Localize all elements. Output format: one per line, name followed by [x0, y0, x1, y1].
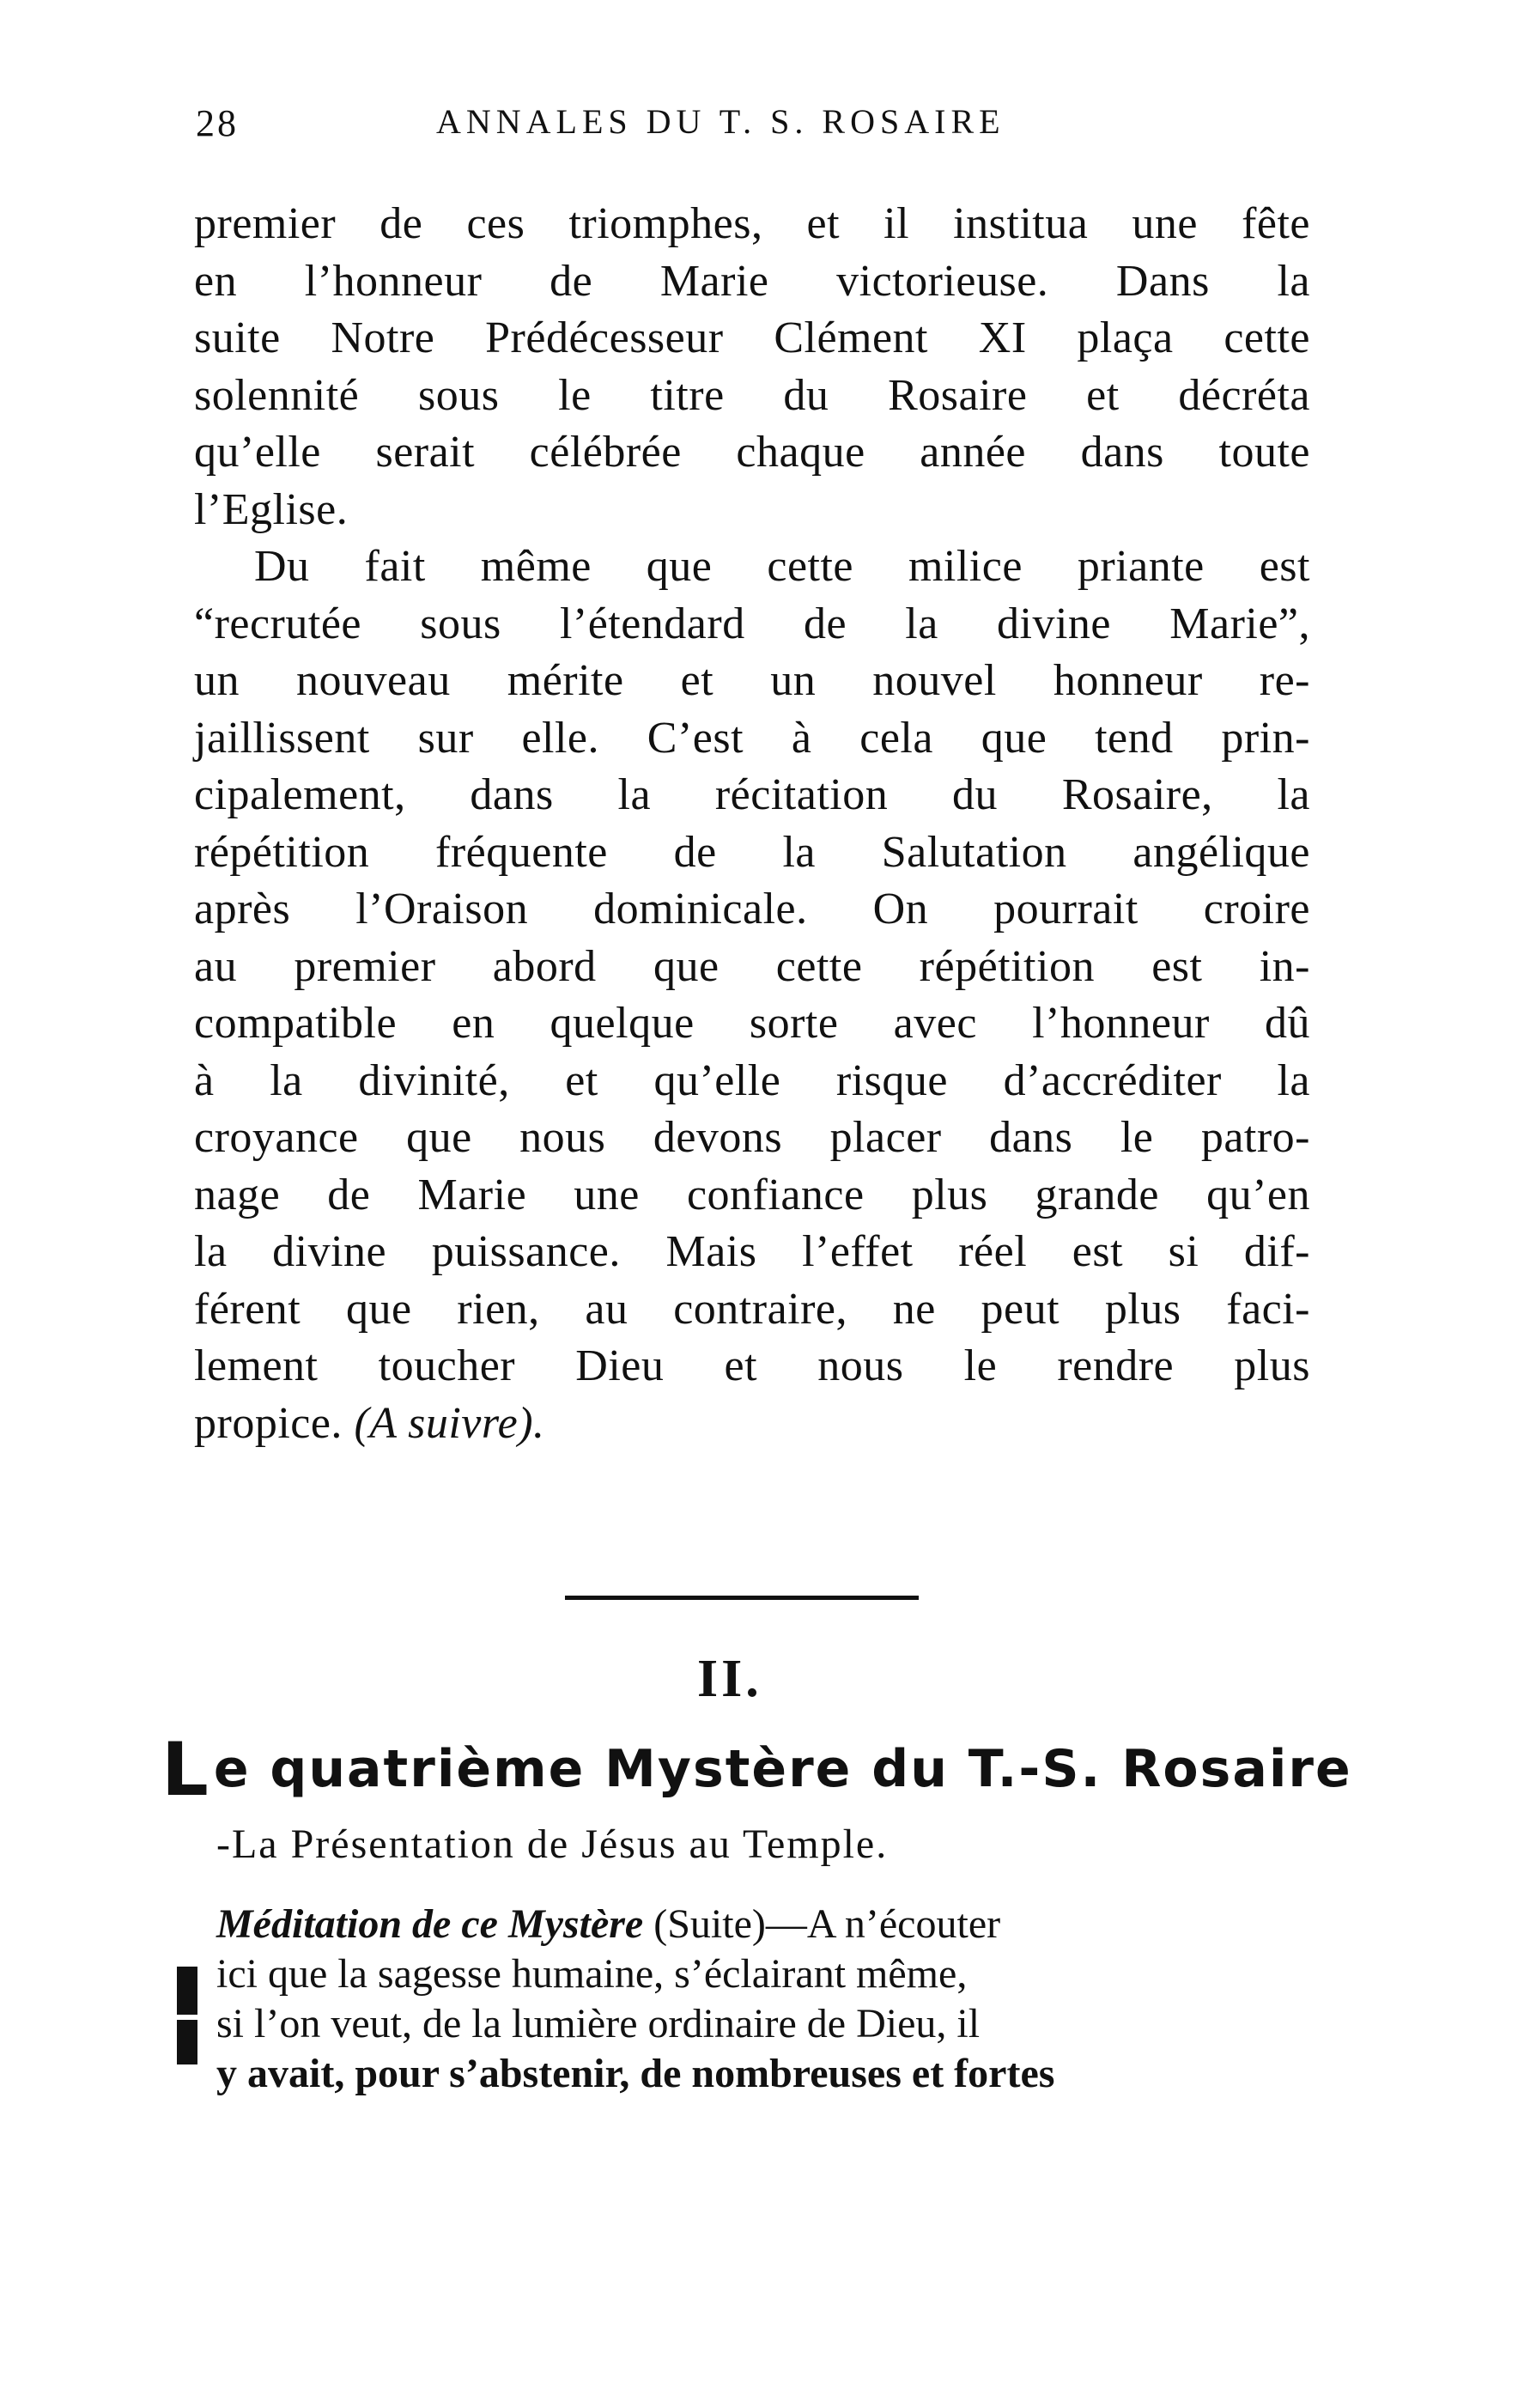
text-line: croyance que nous devons placer dans le patro- — [194, 1113, 1310, 1162]
text-line: suite Notre Prédécesseur Clément XI plaça cette — [194, 313, 1310, 362]
text-line: répétition fréquente de la Salutation angélique — [194, 827, 1310, 877]
page-number: 28 — [196, 102, 239, 144]
text-line: après l’Oraison dominicale. On pourrait croire — [194, 885, 1310, 933]
text-line: premier de ces triomphes, et il institua une fête — [194, 199, 1310, 248]
meditation-line: si l’on veut, de la lumière ordinaire de Dieu, il — [216, 2001, 981, 2046]
text-line: à la divinité, et qu’elle risque d’accréditer la — [194, 1055, 1310, 1105]
text-line: un nouveau mérite et un nouvel honneur re- — [194, 656, 1310, 705]
title-rest: e quatrième Mystère du T.-S. Rosaire — [213, 1739, 1352, 1799]
text-line: lement toucher Dieu et nous le rendre plus — [194, 1341, 1310, 1390]
text-line: Du fait même que cette milice priante est — [254, 542, 1310, 591]
meditation-line: ici que la sagesse humaine, s’éclairant même, — [216, 1951, 968, 1997]
text-line: nage de Marie une confiance plus grande qu’en — [194, 1170, 1310, 1219]
body-text — [194, 196, 1310, 1452]
text-line: compatible en quelque sorte avec l’honneur dû — [194, 999, 1310, 1048]
meditation-line — [216, 1900, 1310, 1949]
mystery-subtitle: -La Présentation de Jésus au Temple. — [216, 1821, 889, 1867]
running-title: ANNALES DU T. S. ROSAIRE — [436, 102, 1005, 141]
text-line: solennité sous le titre du Rosaire et décréta — [194, 370, 1310, 420]
text-line: la divine puissance. Mais l’effet réel est si dif- — [194, 1227, 1310, 1276]
text-line: “recrutée sous l’étendard de la divine Marie”, — [194, 599, 1310, 648]
meditation-text — [216, 1900, 1310, 2099]
section-separator — [565, 1596, 919, 1600]
text-line: l’Eglise. — [194, 484, 349, 534]
meditation-line: y avait, pour s’abstenir, de nombreuses et fortes — [216, 2051, 1055, 2096]
meditation-first: (Suite)—A n’écouter — [653, 1901, 1001, 1947]
ink-blot-mark — [177, 1967, 197, 2015]
text-line: en l’honneur de Marie victorieuse. Dans la — [194, 256, 1310, 306]
text-line: cipalement, dans la récitation du Rosaire, la — [194, 770, 1310, 819]
meditation-lead: Méditation de ce Mystère — [216, 1901, 644, 1947]
mystery-title — [161, 1727, 1352, 1813]
section-number: II. — [697, 1650, 762, 1708]
ink-blot-mark — [177, 2020, 197, 2064]
closing-line — [194, 1396, 1310, 1453]
to-be-continued: (A suivre). — [354, 1398, 545, 1448]
text-line: au premier abord que cette répétition est in- — [194, 941, 1310, 991]
text-line: jaillissent sur elle. C’est à cela que tend prin- — [194, 713, 1310, 763]
text-line: qu’elle serait célébrée chaque année dans toute — [194, 428, 1310, 477]
closing-text: propice. — [194, 1398, 343, 1448]
title-initial: L — [161, 1727, 210, 1813]
text-line: férent que rien, au contraire, ne peut plus faci- — [194, 1284, 1310, 1334]
running-head — [196, 101, 1063, 161]
